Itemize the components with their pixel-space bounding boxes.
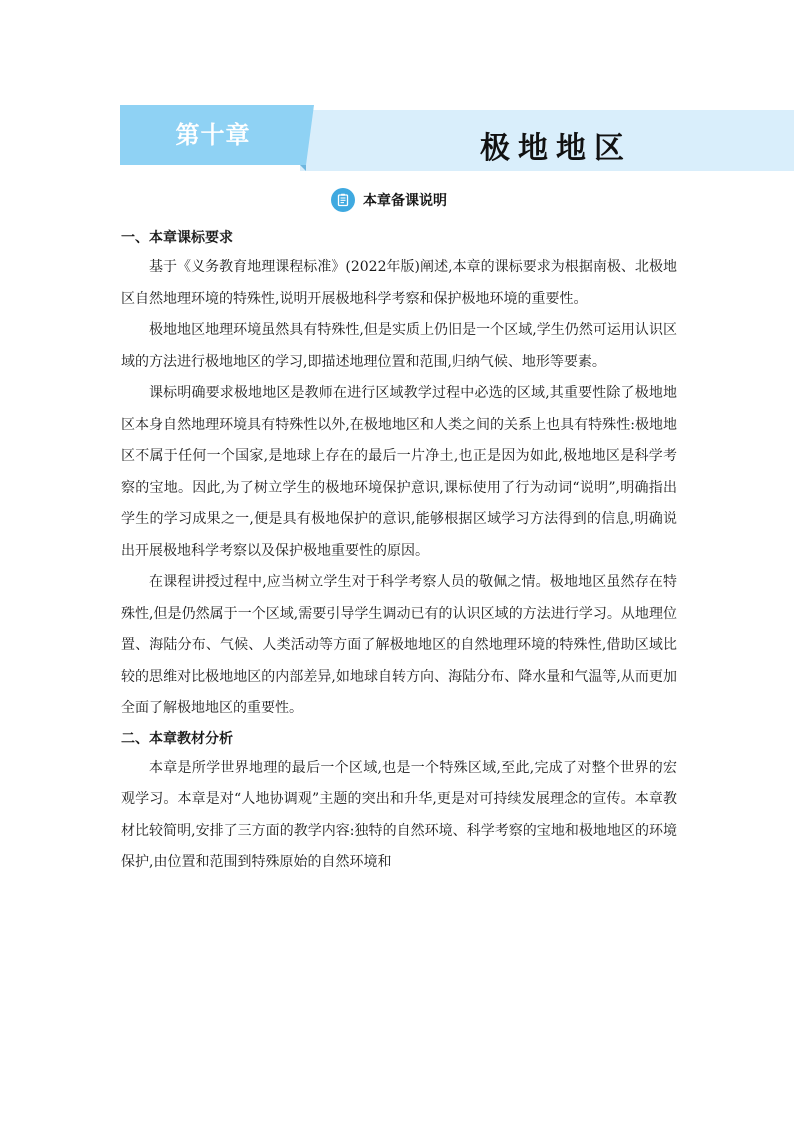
paragraph: 极地地区地理环境虽然具有特殊性,但是实质上仍旧是一个区域,学生仍然可运用认识区域的方法进行极地地区的学习,即描述地理位置和范围,归纳气候、地形等要素。: [121, 322, 677, 370]
paragraph: 课标明确要求极地地区是教师在进行区域教学过程中必选的区域,其重要性除了极地地区本身自然地理环境具有特殊性以外,在极地地区和人类之间的关系上也具有特殊性:极地地区不属于任何一个国家,是地球上存在的最后一片净土,也正是因为如此,极地地区是科学考察的宝地。因此,为了树立学生的极地环境保护意识,课标使用了行为动词“说明”,明确指出学生的学习成果之一,便是具有极地保护的意识,能够根据区域学习方法得到的信息,明确说出开展极地科学考察以及保护极地重要性的原因。: [121, 385, 677, 559]
chapter-content: [121, 224, 677, 879]
banner-tab-tail: [306, 105, 314, 165]
prep-label: 本章备课说明: [363, 193, 447, 209]
paragraph: 基于《义务教育地理课程标准》(2022年版)阐述,本章的课标要求为根据南极、北极地区自然地理环境的特殊性,说明开展极地科学考察和保护极地环境的重要性。: [121, 259, 677, 307]
paragraph: 本章是所学世界地理的最后一个区域,也是一个特殊区域,至此,完成了对整个世界的宏观学习。本章是对“人地协调观”主题的突出和升华,更是对可持续发展理念的宣传。本章教材比较简明,安排了三方面的教学内容:独特的自然环境、科学考察的宝地和极地地区的环境保护,由位置和范围到特殊原始的自然环境和: [121, 759, 677, 870]
prep-heading: [331, 187, 447, 213]
section-heading-standards: 一、本章课标要求: [121, 230, 233, 246]
banner-fold: [300, 165, 306, 171]
notepad-icon: [331, 188, 355, 212]
paragraph: 在课程讲授过程中,应当树立学生对于科学考察人员的敬佩之情。极地地区虽然存在特殊性,但是仍然属于一个区域,需要引导学生调动已有的认识区域的方法进行学习。从地理位置、海陆分布、气候、人类活动等方面了解极地地区的自然地理环境的特殊性,借助区域比较的思维对比极地地区的内部差异,如地球自转方向、海陆分布、降水量和气温等,从而更加全面了解极地地区的重要性。: [121, 574, 677, 716]
chapter-banner: [120, 105, 794, 171]
chapter-number: 第十章: [175, 121, 251, 149]
chapter-title: 极地地区: [480, 131, 632, 166]
section-heading-analysis: 二、本章教材分析: [121, 730, 233, 747]
